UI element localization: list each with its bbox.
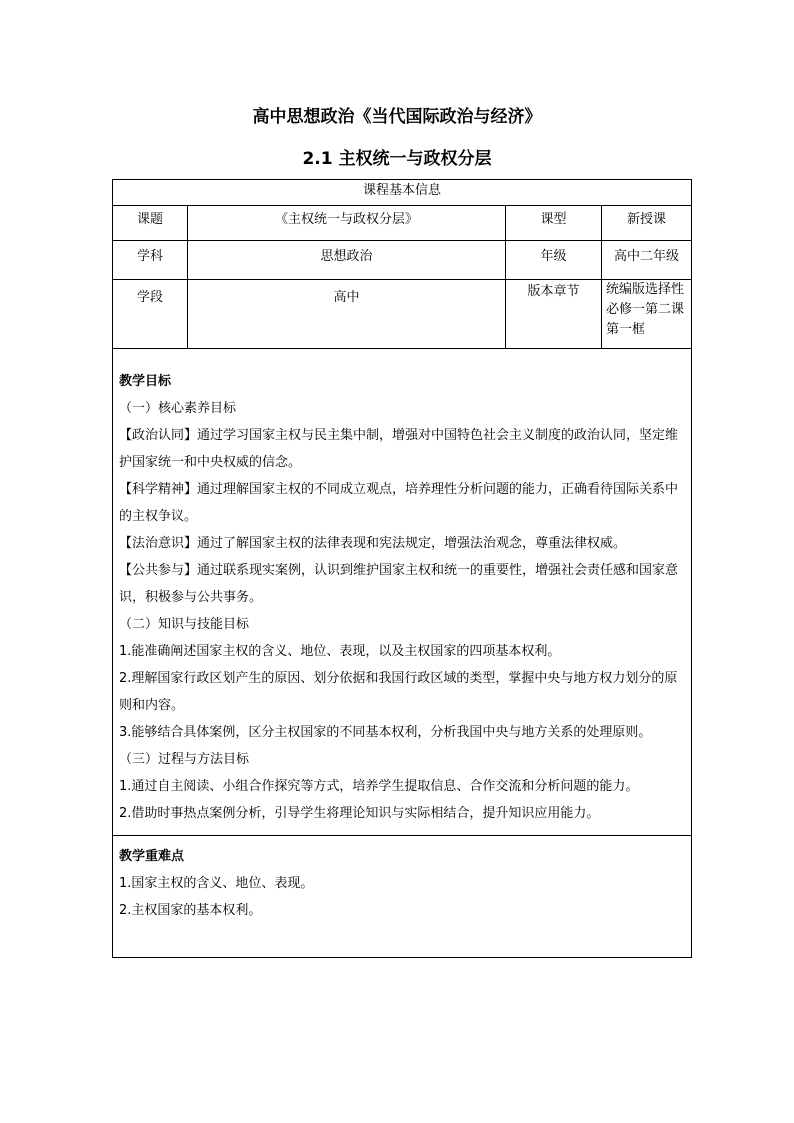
goals-paragraph: 2.借助时事热点案例分析，引导学生将理论知识与实际相结合，提升知识应用能力。 <box>119 806 600 821</box>
focus-paragraph: 2.主权国家的基本权利。 <box>119 903 262 918</box>
goals-paragraph: （二）知识与技能目标 <box>119 617 250 632</box>
row-value-stage: 高中 <box>188 280 506 349</box>
goals-paragraph: 1.能准确阐述国家主权的含义、地位、表现，以及主权国家的四项基本权利。 <box>119 644 561 659</box>
goals-paragraph: 【法治意识】通过了解国家主权的法律表现和宪法规定，增强法治观念，尊重法律权威。 <box>119 536 627 551</box>
goals-paragraph: 【公共参与】通过联系现实案例，认识到维护国家主权和统一的重要性，增强社会责任感和国家意识，积极参与公共事务。 <box>119 563 679 605</box>
goals-paragraph: 【科学精神】通过理解国家主权的不同成立观点，培养理性分析问题的能力，正确看待国际关系中的主权争议。 <box>119 482 679 524</box>
table-header-cell: 课程基本信息 <box>113 180 692 206</box>
table-row <box>113 280 692 349</box>
row-label-lesson-type: 课型 <box>506 206 602 241</box>
teaching-focus-row <box>113 836 692 958</box>
table-row <box>113 206 692 241</box>
row-label-subject: 学科 <box>113 241 188 280</box>
row-value-lesson-type: 新授课 <box>602 206 692 241</box>
table-header-row <box>113 180 692 206</box>
table-row <box>113 241 692 280</box>
row-label-grade: 年级 <box>506 241 602 280</box>
row-value-edition-chapter: 统编版选择性必修一第二课第一框 <box>602 280 692 349</box>
row-label-stage: 学段 <box>113 280 188 349</box>
goals-paragraph: 2.理解国家行政区划产生的原因、划分依据和我国行政区域的类型，掌握中央与地方权力划分的原则和内容。 <box>119 671 678 713</box>
row-label-edition-chapter: 版本章节 <box>506 280 602 349</box>
teaching-focus-cell <box>113 836 692 958</box>
document-title: 高中思想政治《当代国际政治与经济》 <box>252 107 542 127</box>
teaching-goals-heading: 教学目标 <box>119 374 172 389</box>
row-value-grade: 高中二年级 <box>602 241 692 280</box>
teaching-focus-heading: 教学重难点 <box>119 849 185 864</box>
row-value-subject: 思想政治 <box>188 241 506 280</box>
course-info-table <box>112 179 692 958</box>
goals-paragraph: 【政治认同】通过学习国家主权与民主集中制，增强对中国特色社会主义制度的政治认同，坚定维护国家统一和中央权威的信念。 <box>119 428 679 470</box>
goals-paragraph: 1.通过自主阅读、小组合作探究等方式，培养学生提取信息、合作交流和分析问题的能力。 <box>119 779 639 794</box>
row-label-topic: 课题 <box>113 206 188 241</box>
focus-paragraph: 1.国家主权的含义、地位、表现。 <box>119 876 314 891</box>
document-subtitle: 2.1 主权统一与政权分层 <box>302 149 492 169</box>
goals-paragraph: （三）过程与方法目标 <box>119 752 250 767</box>
goals-paragraph: 3.能够结合具体案例，区分主权国家的不同基本权利，分析我国中央与地方关系的处理原则。 <box>119 725 652 740</box>
teaching-goals-cell <box>113 349 692 836</box>
row-value-topic: 《主权统一与政权分层》 <box>188 206 506 241</box>
teaching-goals-row <box>113 349 692 836</box>
goals-paragraph: （一）核心素养目标 <box>119 401 237 416</box>
